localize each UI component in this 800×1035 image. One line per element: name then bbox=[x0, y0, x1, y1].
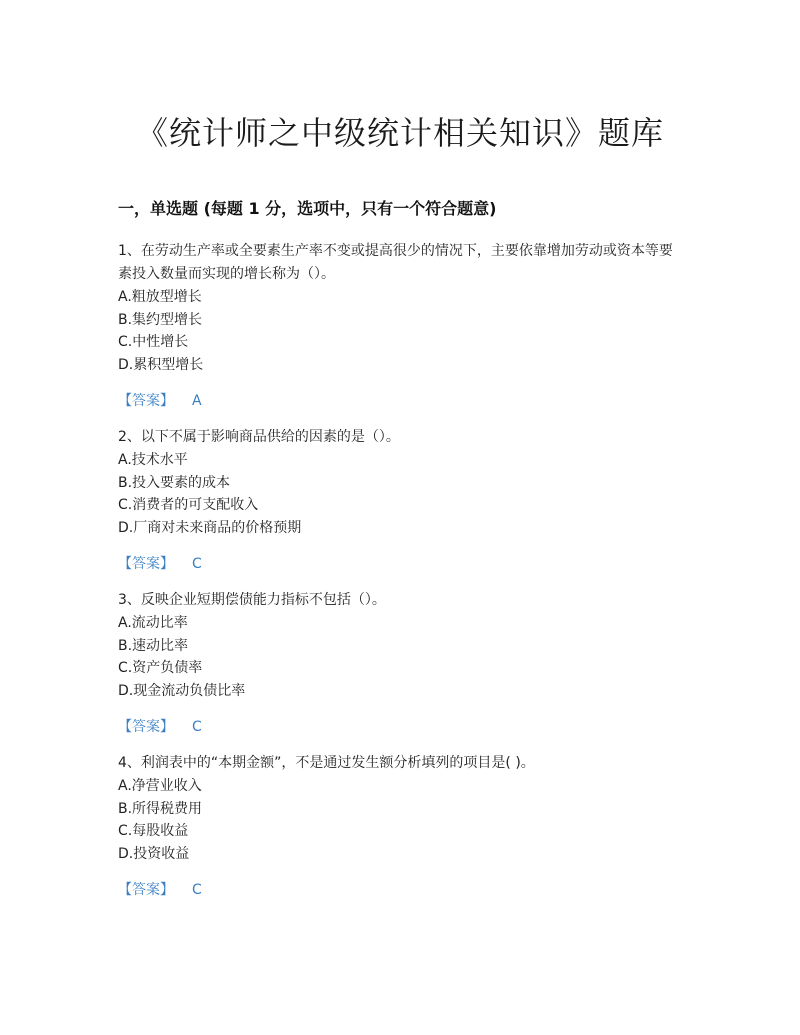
option-d: D.现金流动负债比率 bbox=[118, 682, 246, 699]
option-b: B.所得税费用 bbox=[118, 800, 203, 817]
question-3 bbox=[118, 589, 688, 738]
answer-value: C bbox=[192, 882, 202, 898]
option-a: A.流动比率 bbox=[118, 615, 188, 631]
option-c: C.每股收益 bbox=[118, 823, 189, 839]
option-c: C.资产负债率 bbox=[118, 660, 203, 676]
option-a: A.技术水平 bbox=[118, 452, 188, 468]
option-b: B.速动比率 bbox=[118, 637, 189, 654]
question-stem: 3、反映企业短期偿债能力指标不包括（）。 bbox=[118, 592, 386, 608]
answer-value: C bbox=[192, 556, 202, 572]
option-c: C.消费者的可支配收入 bbox=[118, 497, 259, 513]
answer-value: C bbox=[192, 719, 202, 735]
option-c: C.中性增长 bbox=[118, 334, 189, 350]
question-1 bbox=[118, 240, 688, 412]
question-stem: 4、利润表中的“本期金额”，不是通过发生额分析填列的项目是( )。 bbox=[118, 755, 535, 771]
option-d: D.厂商对未来商品的价格预期 bbox=[118, 519, 302, 536]
option-b: B.投入要素的成本 bbox=[118, 474, 231, 491]
question-list bbox=[118, 240, 688, 915]
question-stem: 1、在劳动生产率或全要素生产率不变或提高很少的情况下，主要依靠增加劳动或资本等要素投入数量而实现的增长称为（）。 bbox=[118, 243, 673, 282]
question-2 bbox=[118, 426, 688, 575]
answer-label: 【答案】 bbox=[118, 719, 174, 735]
document-title: 《统计师之中级统计相关知识》题库 bbox=[135, 114, 664, 152]
answer-line bbox=[118, 390, 688, 412]
answer-label: 【答案】 bbox=[118, 556, 174, 572]
answer-line bbox=[118, 716, 688, 738]
question-stem: 2、以下不属于影响商品供给的因素的是（）。 bbox=[118, 429, 400, 445]
option-a: A.净营业收入 bbox=[118, 778, 202, 794]
option-a: A.粗放型增长 bbox=[118, 289, 202, 305]
answer-line bbox=[118, 553, 688, 575]
option-b: B.集约型增长 bbox=[118, 311, 203, 328]
answer-line bbox=[118, 879, 688, 901]
answer-label: 【答案】 bbox=[118, 882, 174, 898]
question-4 bbox=[118, 752, 688, 901]
answer-label: 【答案】 bbox=[118, 393, 174, 409]
option-d: D.投资收益 bbox=[118, 845, 190, 862]
option-d: D.累积型增长 bbox=[118, 356, 204, 373]
answer-value: A bbox=[192, 393, 202, 409]
section-heading: 一，单选题 (每题 1 分，选项中，只有一个符合题意) bbox=[118, 199, 497, 218]
